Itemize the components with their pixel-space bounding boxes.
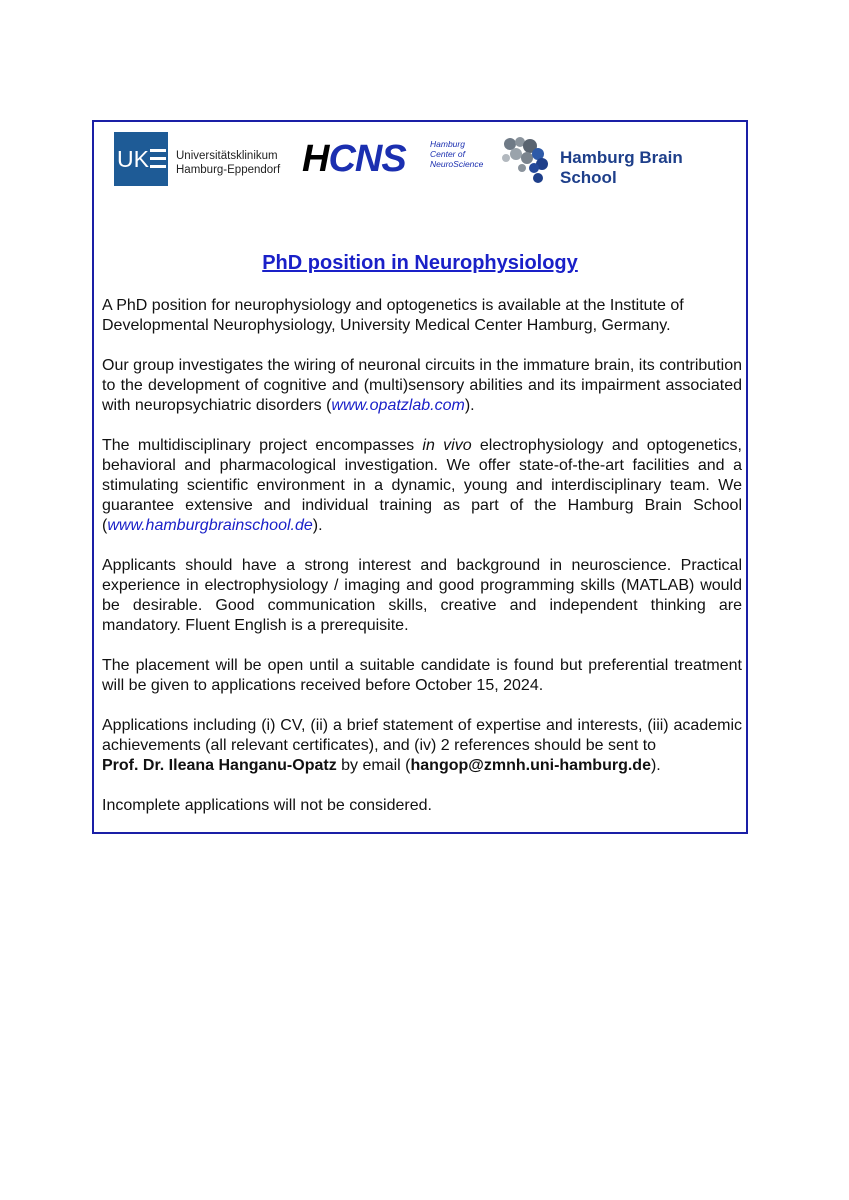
page-title: PhD position in Neurophysiology xyxy=(262,252,578,274)
uke-logo-e-icon xyxy=(150,149,166,169)
paragraph-group xyxy=(102,356,742,416)
contact-email-link[interactable]: hangop@zmnh.uni-hamburg.de xyxy=(410,757,651,774)
by-email-text: by email ( xyxy=(336,757,411,774)
paragraph-group-end: ). xyxy=(464,397,475,414)
hamburg-brain-school-name: Hamburg Brain School xyxy=(560,148,683,187)
paragraph-project xyxy=(102,436,742,536)
paragraph-requirements: Applicants should have a strong interest and background in neuroscience. Practical experience in electrophysiology / imaging and good programming skills (MATLAB) would be desirable. Good communication skills, creative and independent thinking are mandatory. Fluent English is a prerequisite. xyxy=(102,557,742,634)
brain-icon xyxy=(500,134,552,186)
uke-name-line2: Hamburg-Eppendorf xyxy=(176,164,281,176)
hcns-sub-line1: Hamburg xyxy=(430,139,465,149)
hcns-sub-line3: NeuroScience xyxy=(430,159,484,169)
paragraph-deadline: The placement will be open until a suitable candidate is found but preferential treatment will be given to applications received before October 15, 2024. xyxy=(102,657,742,694)
paragraph-application xyxy=(102,716,742,776)
hcns-logo-h: H xyxy=(302,138,329,180)
paragraph-group-text: Our group investigates the wiring of neuronal circuits in the immature brain, its contribution to the development of cognitive and (multi)sensory abilities and its impairment associated with neuropsychiatric disorders ( xyxy=(102,357,742,414)
paragraph-project-end: ). xyxy=(312,517,323,534)
in-vivo-text: in vivo xyxy=(422,437,472,454)
hamburgbrainschool-link[interactable]: www.hamburgbrainschool.de xyxy=(107,517,313,534)
posting-body xyxy=(102,296,742,836)
logo-bar xyxy=(114,130,734,190)
hcns-subtitle xyxy=(430,139,483,169)
paragraph-application-text: Applications including (i) CV, (ii) a brief statement of expertise and interests, (iii) academic achievements (all relevant certificates), and (iv) 2 references should be sent to xyxy=(102,717,742,754)
uke-logo xyxy=(114,132,168,186)
uke-name xyxy=(176,149,280,177)
paragraph-intro: A PhD position for neurophysiology and optogenetics is available at the Institute of Developmental Neurophysiology, University Medical Center Hamburg, Germany. xyxy=(102,297,684,334)
hcns-sub-line2: Center of xyxy=(430,149,465,159)
paragraph-project-start: The multidisciplinary project encompasses xyxy=(102,437,423,454)
job-posting-frame xyxy=(92,120,748,834)
contact-name: Prof. Dr. Ileana Hanganu-Opatz xyxy=(102,757,337,774)
paragraph-project-mid: electrophysiology and optogenetics, behavioral and pharmacological investigation. We offer state-of-the-art facilities and a stimulating scientific environment in a dynamic, young and interdisciplinary team. We guarantee extensive and individual training as part of the Hamburg Brain School ( xyxy=(102,437,742,534)
uke-logo-text: UK xyxy=(117,146,149,172)
hcns-logo-cns: CNS xyxy=(328,138,406,180)
uke-name-line1: Universitätsklinikum xyxy=(176,150,278,162)
opatzlab-link[interactable]: www.opatzlab.com xyxy=(331,397,465,414)
paragraph-incomplete: Incomplete applications will not be considered. xyxy=(102,797,432,814)
paragraph-application-end: ). xyxy=(650,757,661,774)
hcns-logo xyxy=(302,138,406,181)
